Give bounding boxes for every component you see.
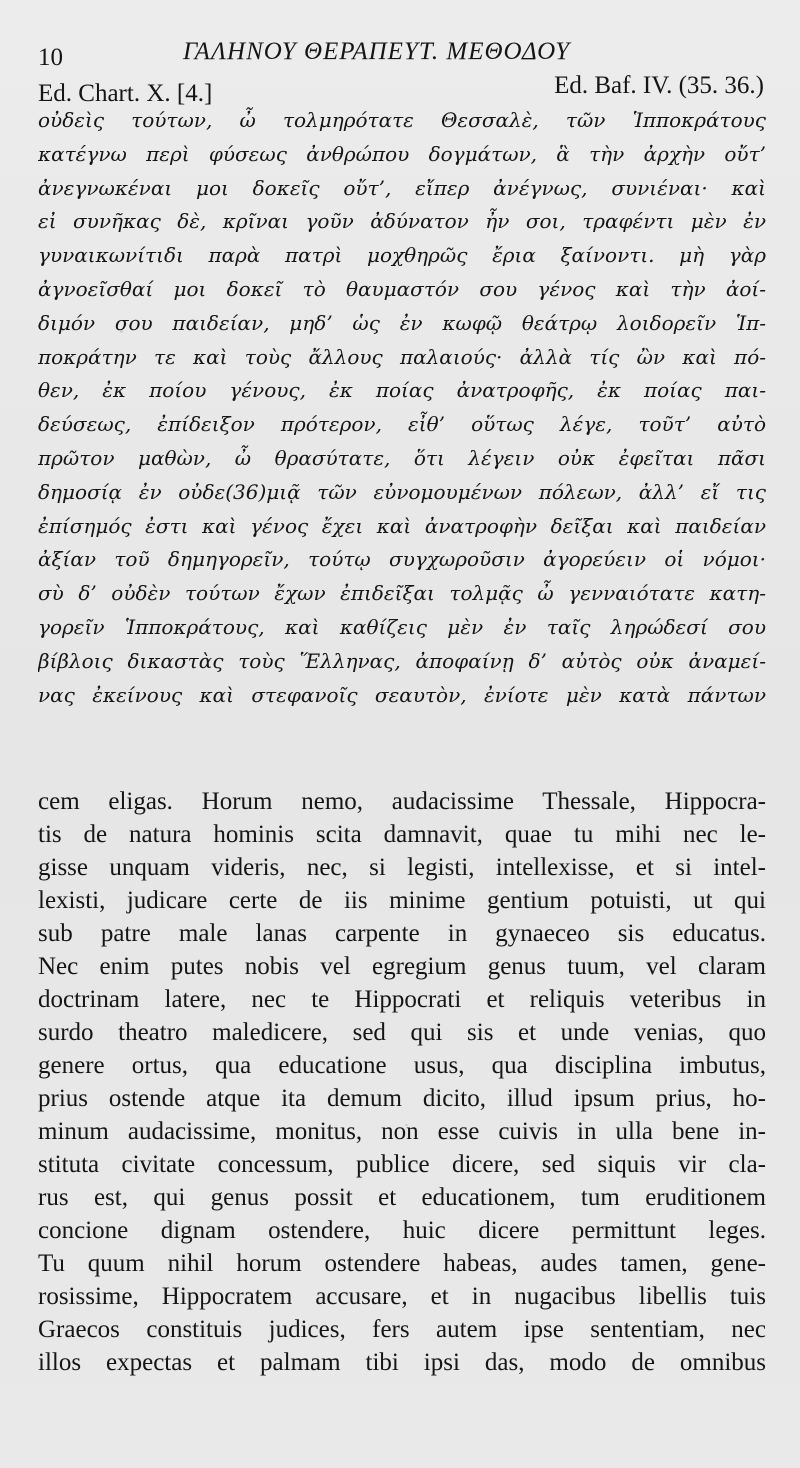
latin-line: illos expectas et palmam tibi ipsi das, modo de omnibus xyxy=(38,1349,766,1376)
greek-line: οὐδεὶς τούτων, ὦ τολμηρότατε Θεσσαλὲ, τῶν Ἱπποκράτους xyxy=(38,108,766,132)
latin-line: minum audacissime, monitus, non esse cuivis in ulla bene in- xyxy=(38,1118,766,1145)
greek-line: δημοσίᾳ ἐν οὐδε(36)μιᾷ τῶν εὐνομουμένων πόλεων, ἀλλ’ εἴ τις xyxy=(38,479,766,504)
latin-line: rus est, qui genus possit et educationem, tum eruditionem xyxy=(38,1184,766,1211)
edition-reference-right: Ed. Baf. IV. (35. 36.) xyxy=(554,72,764,99)
greek-line: ποκράτην τε καὶ τοὺς ἄλλους παλαιούς· ἀλλὰ τίς ὢν καὶ πό- xyxy=(38,344,766,369)
edition-references xyxy=(38,72,764,106)
greek-line: δεύσεως, ἐπίδειξον πρότερον, εἶθ’ οὕτως λέγε, τοῦτ’ αὐτὸ xyxy=(38,412,766,437)
paper-speckle xyxy=(730,1264,732,1266)
greek-line: γυναικωνίτιδι παρὰ πατρὶ μοχθηρῶς ἔρια ξαίνοντι. μὴ γὰρ xyxy=(38,243,766,268)
edition-reference-left: Ed. Chart. X. [4.] xyxy=(38,80,213,107)
latin-line: tis de natura hominis scita damnavit, quae tu mihi nec le- xyxy=(38,821,766,848)
page-number: 10 xyxy=(38,44,63,71)
latin-line: doctrinam latere, nec te Hippocrati et reliquis veteribus in xyxy=(38,986,766,1013)
greek-line: ἀνεγνωκέναι μοι δοκεῖς οὔτ’, εἴπερ ἀνέγνως, συνιέναι· καὶ xyxy=(38,175,766,200)
latin-line: prius ostende atque ita demum dicito, illud ipsum prius, ho- xyxy=(38,1085,766,1112)
latin-text-block xyxy=(38,785,766,1379)
paper-speckle xyxy=(120,330,123,333)
latin-line: lexisti, judicare certe de iis minime gentium potuisti, ut qui xyxy=(38,887,766,914)
latin-line: sub patre male lanas carpente in gynaeceo sis educatus. xyxy=(38,920,766,947)
latin-line: Graecos constituis judices, fers autem ipse sententiam, nec xyxy=(38,1316,766,1343)
paper-speckle xyxy=(612,590,614,592)
greek-line: ἀγνοεῖσθαί μοι δοκεῖ τὸ θαυμαστόν σου γένος καὶ τὴν ἀοί- xyxy=(38,276,766,301)
paper-speckle xyxy=(405,1124,408,1126)
greek-line: εἰ συνῆκας δὲ, κρῖναι γοῦν ἀδύνατον ἦν σοι, τραφέντι μὲν ἐν xyxy=(38,209,766,234)
latin-line: cem eligas. Horum nemo, audacissime Thessale, Hippocra- xyxy=(38,788,766,815)
latin-line: concione dignam ostendere, huic dicere permittunt leges. xyxy=(38,1217,766,1244)
greek-line: νας ἐκείνους καὶ στεφανοῖς σεαυτὸν, ἐνίοτε μὲν κατὰ πάντων xyxy=(38,682,766,707)
latin-line: stituta civitate concessum, publice dicere, sed siquis vir cla- xyxy=(38,1151,766,1178)
greek-line: θεν, ἐκ ποίου γένους, ἐκ ποίας ἀνατροφῆς, ἐκ ποίας παι- xyxy=(38,378,766,403)
greek-line: διμόν σου παιδείαν, μηδ’ ὡς ἐν κωφῷ θεάτρῳ λοιδορεῖν Ἱπ- xyxy=(38,310,766,335)
greek-line: σὺ δ’ οὐδὲν τούτων ἔχων ἐπιδεῖξαι τολμᾷς ὦ γενναιότατε κατη- xyxy=(38,581,766,606)
latin-line: surdo theatro maledicere, sed qui sis et unde venias, quo xyxy=(38,1019,766,1046)
greek-line: πρῶτον μαθὼν, ὦ θρασύτατε, ὅτι λέγειν οὐκ ἐφεῖται πᾶσι xyxy=(38,445,766,470)
greek-line: γορεῖν Ἱπποκράτους, καὶ καθίζεις μὲν ἐν ταῖς ληρώδεσί σου xyxy=(38,614,766,639)
latin-line: Nec enim putes nobis vel egregium genus tuum, vel claram xyxy=(38,953,766,980)
latin-line: Tu quum nihil horum ostendere habeas, audes tamen, gene- xyxy=(38,1250,766,1277)
greek-line: ἐπίσημός ἐστι καὶ γένος ἔχει καὶ ἀνατροφὴν δεῖξαι καὶ παιδείαν xyxy=(38,513,766,538)
greek-text-block xyxy=(38,104,766,712)
greek-line: κατέγνω περὶ φύσεως ἀνθρώπου δογμάτων, ἃ τὴν ἀρχὴν οὔτ’ xyxy=(38,141,766,166)
page-header xyxy=(38,32,762,72)
latin-line: rosissime, Hippocratem accusare, et in nugacibus libellis tuis xyxy=(38,1283,766,1310)
latin-line: genere ortus, qua educatione usus, qua disciplina imbutus, xyxy=(38,1052,766,1079)
greek-line: βίβλοις δικαστὰς τοὺς Ἕλληνας, ἀποφαίνῃ δ’ αὐτὸς οὐκ ἀναμεί- xyxy=(38,648,766,673)
latin-line: gisse unquam videris, nec, si legisti, intellexisse, et si intel- xyxy=(38,854,766,881)
greek-line: ἀξίαν τοῦ δημηγορεῖν, τούτῳ συγχωροῦσιν ἀγορεύειν οἱ νόμοι· xyxy=(38,547,766,572)
running-title: ΓΑΛΗΝΟΥ ΘΕΡΑΠΕΥΤ. ΜΕΘΟΔΟΥ xyxy=(183,38,571,65)
